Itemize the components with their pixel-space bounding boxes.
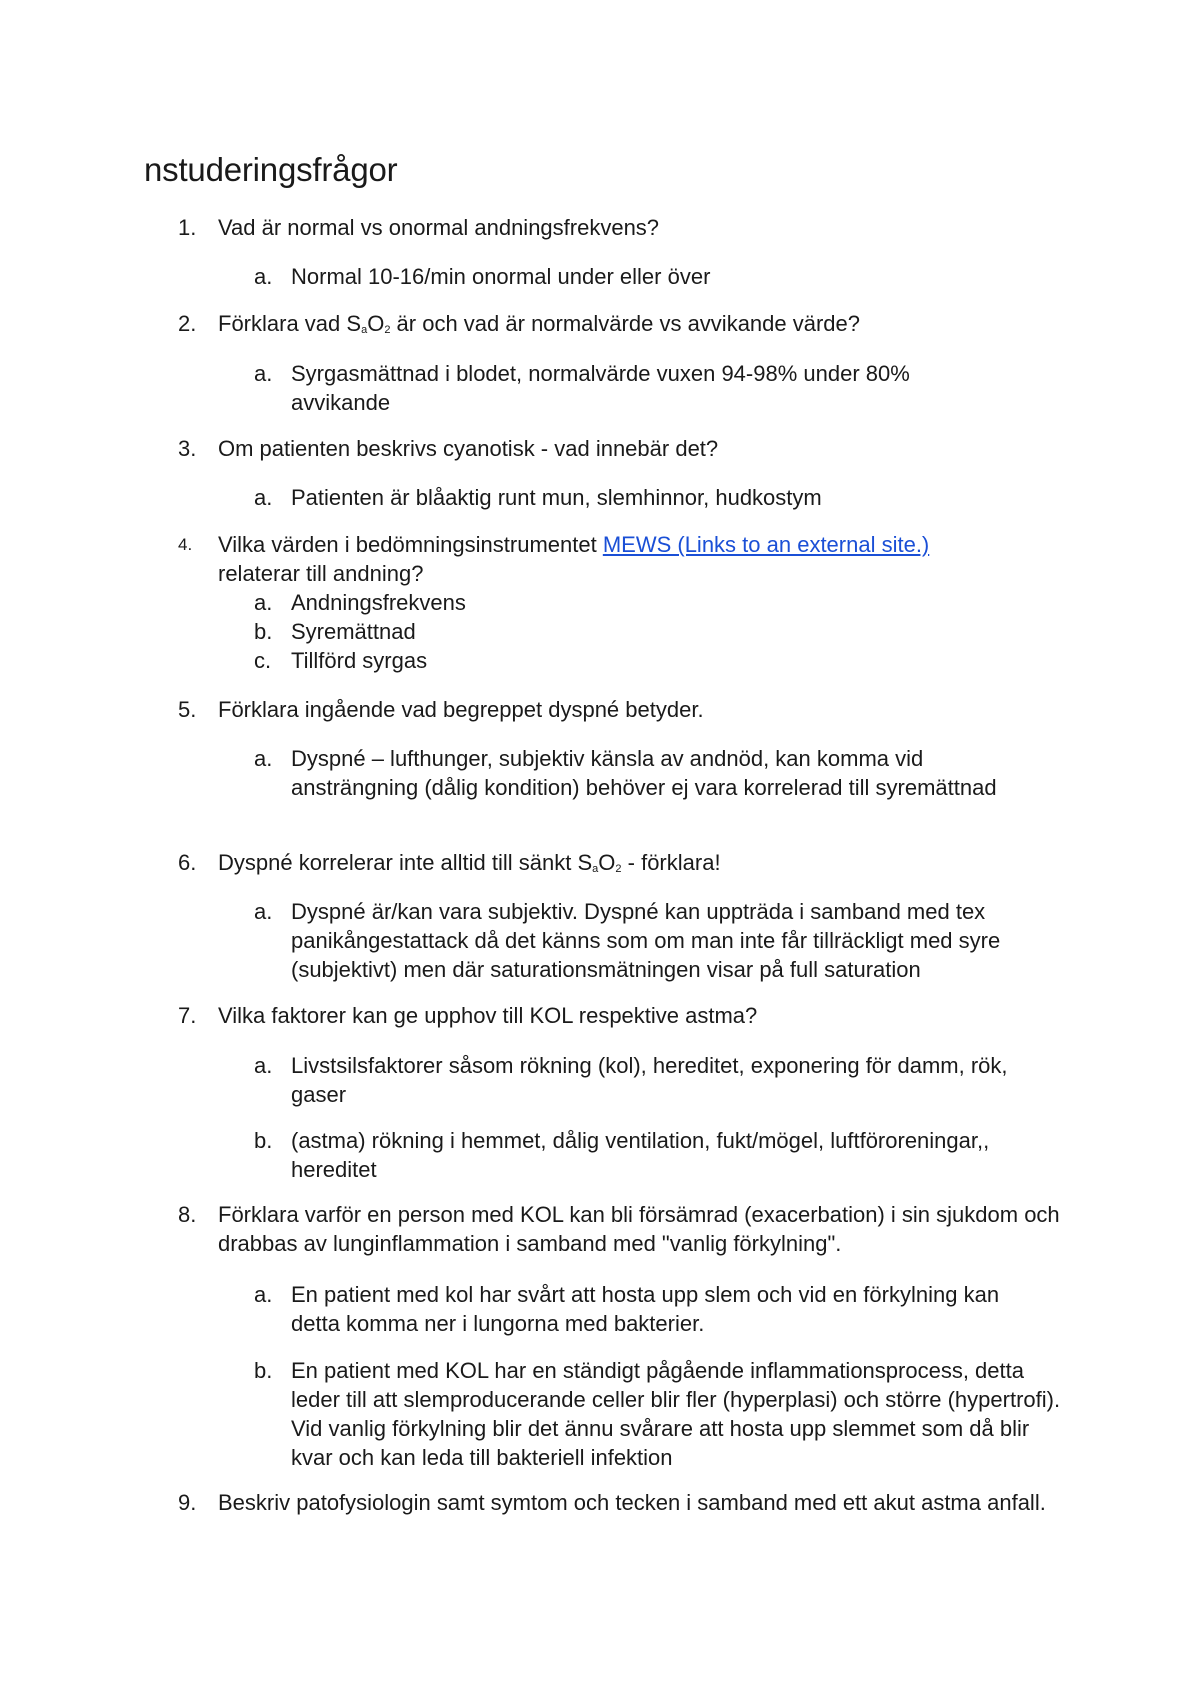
question-number: 4. [178, 535, 193, 554]
answer-letter: c. [254, 648, 272, 673]
answer-text: Livstsilsfaktorer såsom rökning (kol), hereditet, exponering för damm, rök, gaser [291, 1053, 1008, 1107]
subscript-2: 2 [384, 324, 391, 336]
question-text: Beskriv patofysiologin samt symtom och tecken i samband med ett akut astma anfall. [218, 1490, 1046, 1515]
answer-text: Tillförd syrgas [291, 648, 428, 673]
subscript-a: a [361, 324, 368, 336]
answer-text: Patienten är blåaktig runt mun, slemhinnor, hudkostym [291, 485, 822, 510]
answer-text: En patient med kol har svårt att hosta upp slem och vid en förkylning kan detta komma ner i lungorna med bakterier. [291, 1282, 1000, 1336]
mews-external-link[interactable]: MEWS (Links to an external site.) [602, 532, 930, 557]
answer-text: Normal 10-16/min onormal under eller över [291, 264, 711, 289]
answer-text: Dyspné – lufthunger, subjektiv känsla av andnöd, kan komma vid ansträngning (dålig kondition) behöver ej vara korrelerad till syremättnad [291, 746, 997, 800]
answer-text: Syremättnad [291, 619, 416, 644]
question-number: 8. [178, 1202, 197, 1227]
answer-letter: a. [254, 1282, 273, 1307]
answer-text: Andningsfrekvens [291, 590, 466, 615]
question-text: Förklara vad $S_aO_2$ är och vad är normalvärde vs avvikande värde? [218, 311, 861, 336]
answer-letter: a. [254, 361, 273, 386]
answer-letter: b. [254, 1358, 273, 1383]
question-number: 2. [178, 311, 197, 336]
question-text: Vilka värden i bedömningsinstrumentet MEWS (Links to an external site.) relaterar till andning? [218, 532, 930, 586]
answer-letter: b. [254, 619, 273, 644]
question-text: Förklara varför en person med KOL kan bli försämrad (exacerbation) i sin sjukdom och drabbas av lunginflammation i samband med "vanlig förkylning". [218, 1202, 1060, 1256]
answer-letter: a. [254, 1053, 273, 1078]
answer-letter: a. [254, 264, 273, 289]
subscript-a: a [592, 863, 599, 875]
answer-text: En patient med KOL har en ständigt pågående inflammationsprocess, detta leder till att slemproducerande celler blir fler (hyperplasi) och större (hypertrofi). Vid vanlig förkylning blir det ännu svårare att hosta upp slemmet som då blir kvar och kan leda till bakteriell infektion [291, 1358, 1061, 1470]
question-number: 9. [178, 1490, 197, 1515]
question-text: Vilka faktorer kan ge upphov till KOL respektive astma? [218, 1003, 758, 1028]
question-number: 6. [178, 850, 197, 875]
subscript-2: 2 [615, 863, 622, 875]
answer-text: Dyspné är/kan vara subjektiv. Dyspné kan uppträda i samband med tex panikångestattack då det känns som om man inte får tillräckligt med syre (subjektivt) men där saturationsmätningen visar på full saturation [291, 899, 1001, 982]
question-number: 3. [178, 436, 197, 461]
question-number: 1. [178, 215, 197, 240]
question-text: Förklara ingående vad begreppet dyspné betyder. [218, 697, 704, 722]
question-text: Om patienten beskrivs cyanotisk - vad innebär det? [218, 436, 719, 461]
answer-letter: a. [254, 899, 273, 924]
question-text: Dyspné korrelerar inte alltid till sänkt $S_aO_2$ - förklara! [218, 850, 721, 875]
answer-text: Syrgasmättnad i blodet, normalvärde vuxen 94-98% under 80% avvikande [291, 361, 910, 415]
answer-text: (astma) rökning i hemmet, dålig ventilation, fukt/mögel, luftföroreningar,, hereditet [291, 1128, 990, 1182]
answer-letter: b. [254, 1128, 273, 1153]
page-title: nstuderingsfrågor [144, 151, 398, 188]
question-number: 5. [178, 697, 197, 722]
answer-letter: a. [254, 746, 273, 771]
answer-letter: a. [254, 485, 273, 510]
answer-letter: a. [254, 590, 273, 615]
question-number: 7. [178, 1003, 197, 1028]
question-text: Vad är normal vs onormal andningsfrekvens? [218, 215, 660, 240]
